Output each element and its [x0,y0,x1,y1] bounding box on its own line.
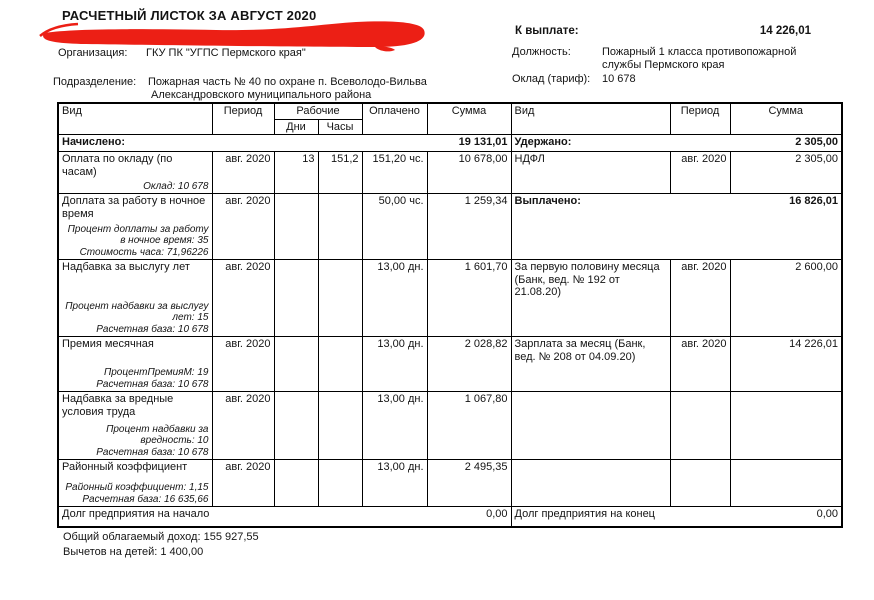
days-cell [274,337,318,392]
debt-end-value: 0,00 [816,508,839,520]
withheld-cell [511,135,842,152]
col-header-days: Дни [274,119,318,135]
period-cell: авг. 2020 [212,260,274,337]
sum-cell-right: 14 226,01 [730,337,842,392]
kind-title: Премия месячная [62,338,154,350]
kind-title: Оплата по окладу (по часам) [62,153,173,178]
kind-cell-right: Зарплата за месяц (Банк, вед. № 208 от 04.09.20) [511,337,670,392]
debt-end-cell [511,507,842,527]
col-header-period-right: Период [670,103,730,135]
position-label: Должность: [512,46,571,58]
note: Расчетная база: 10 678 [96,446,209,458]
period-cell-right: авг. 2020 [670,337,730,392]
page-title: РАСЧЕТНЫЙ ЛИСТОК ЗА АВГУСТ 2020 [62,8,317,23]
header-row-1 [58,103,842,119]
child-deduction-line: Вычетов на детей: 1 400,00 [63,546,204,558]
debt-start-value: 0,00 [486,508,508,520]
paid-cell: 13,00 дн. [362,460,427,507]
kind-title: Надбавка за выслугу лет [62,261,190,273]
paid-cell: 13,00 дн. [362,392,427,460]
kind-notes [62,181,209,193]
sum-cell: 2 495,35 [427,460,511,507]
table-row [58,152,842,194]
department-value-line1: Пожарная часть № 40 по охране п. Всеволодо-Вильва [148,76,427,88]
period-cell: авг. 2020 [212,392,274,460]
paid-cell: 151,20 чс. [362,152,427,194]
kind-cell-right [511,460,670,507]
taxable-income-line: Общий облагаемый доход: 155 927,55 [63,531,259,543]
payslip-table [57,102,843,528]
summary-row [58,135,842,152]
col-header-sum: Сумма [427,103,511,135]
kind-cell [58,337,212,392]
salary-label: Оклад (тариф): [512,73,591,85]
sum-cell: 1 067,80 [427,392,511,460]
hours-cell [318,194,362,260]
kind-title: Районный коэффициент [62,461,188,473]
days-cell [274,392,318,460]
paid-cell: 13,00 дн. [362,337,427,392]
col-header-period: Период [212,103,274,135]
hours-cell: 151,2 [318,152,362,194]
debt-row [58,507,842,527]
paid-cell: 50,00 чс. [362,194,427,260]
paid-cell: 13,00 дн. [362,260,427,337]
period-cell: авг. 2020 [212,194,274,260]
col-header-working: Рабочие [274,103,362,119]
note: Оклад: 10 678 [143,180,209,192]
kind-cell-right [511,392,670,460]
hours-cell [318,337,362,392]
sum-cell: 1 601,70 [427,260,511,337]
period-cell-right: авг. 2020 [670,152,730,194]
kind-cell [58,152,212,194]
days-cell [274,194,318,260]
note: Районный коэффициент: 1,15 [65,482,209,493]
sum-cell-right: 2 600,00 [730,260,842,337]
days-cell [274,460,318,507]
sum-cell-right: 2 305,00 [730,152,842,194]
table-row [58,337,842,392]
days-cell: 13 [274,152,318,194]
hours-cell [318,392,362,460]
organization-label: Организация: [58,47,128,59]
department-label: Подразделение: [53,76,137,88]
kind-notes [62,482,209,505]
kind-cell [58,460,212,507]
period-cell: авг. 2020 [212,337,274,392]
sum-cell: 1 259,34 [427,194,511,260]
debt-start-cell [58,507,511,527]
col-header-hours: Часы [318,119,362,135]
salary-value: 10 678 [602,73,636,85]
kind-cell-right: НДФЛ [511,152,670,194]
paidout-value: 16 826,01 [789,195,839,207]
kind-cell [58,260,212,337]
col-header-sum-right: Сумма [730,103,842,135]
hours-cell [318,260,362,337]
withheld-value: 2 305,00 [795,136,839,148]
kind-cell-right: За первую половину месяца (Банк, вед. № 192 от 21.08.20) [511,260,670,337]
note: Процент доплаты за работу в ночное время: 35 [67,223,209,246]
note: Стоимость часа: 71,96226 [79,246,209,258]
days-cell [274,260,318,337]
to-pay-row [515,25,811,37]
sum-cell: 10 678,00 [427,152,511,194]
period-cell-right [670,460,730,507]
note: Процент надбавки за выслугу лет: 15 [65,300,209,323]
accrued-cell [58,135,511,152]
table-row [58,460,842,507]
sum-cell: 2 028,82 [427,337,511,392]
period-cell-right [670,392,730,460]
redaction-drip [374,46,395,51]
period-cell: авг. 2020 [212,152,274,194]
kind-title: Надбавка за вредные условия труда [62,393,174,418]
kind-notes [62,367,209,390]
table-row [58,392,842,460]
department-value-line2: Александровского муниципального района [151,89,372,101]
debt-end-label: Долг предприятия на конец [514,508,655,520]
note: Расчетная база: 10 678 [96,378,209,390]
period-cell-right: авг. 2020 [670,260,730,337]
paidout-label: Выплачено: [514,195,581,207]
accrued-label: Начислено: [62,136,126,148]
kind-notes [62,224,209,259]
sum-cell-right [730,392,842,460]
note: Расчетная база: 10 678 [96,323,209,335]
kind-notes [62,301,209,336]
period-cell: авг. 2020 [212,460,274,507]
to-pay-label: К выплате: [515,25,579,37]
to-pay-value: 14 226,01 [759,25,811,37]
accrued-value: 19 131,01 [458,136,508,148]
sum-cell-right [730,460,842,507]
position-value: Пожарный 1 класса противопожарной службы Пермского края [602,46,797,71]
kind-cell [58,194,212,260]
redaction-band [43,21,425,47]
organization-value: ГКУ ПК "УГПС Пермского края" [146,47,306,59]
table-row [58,194,842,260]
col-header-kind-right: Вид [511,103,670,135]
col-header-kind: Вид [58,103,212,135]
debt-start-label: Долг предприятия на начало [62,508,210,520]
withheld-label: Удержано: [514,136,572,148]
kind-cell [58,392,212,460]
note: Процент надбавки за вредность: 10 [106,423,209,446]
kind-notes [62,424,209,459]
hours-cell [318,460,362,507]
kind-title: Доплата за работу в ночное время [62,195,206,220]
table-row [58,260,842,337]
col-header-paid: Оплачено [362,103,427,135]
note: ПроцентПремияМ: 19 [103,367,209,378]
note: Расчетная база: 16 635,66 [82,493,209,505]
paidout-cell [511,194,842,260]
